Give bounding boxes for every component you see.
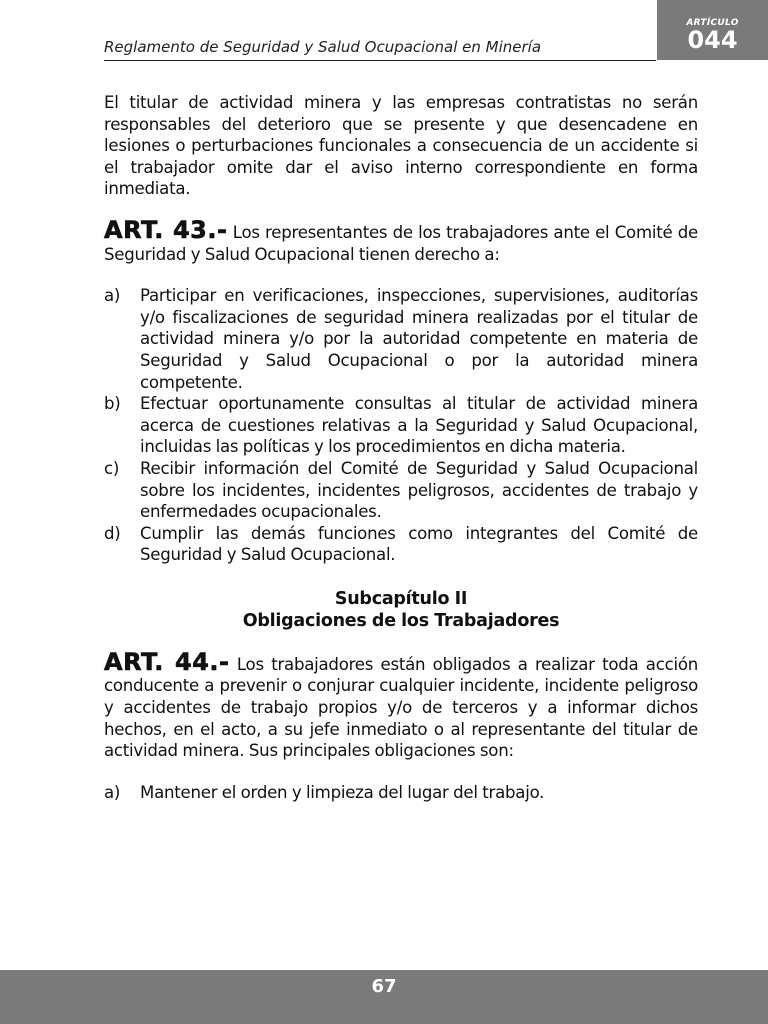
- intro-paragraph: El titular de actividad minera y las empresas contratistas no serán responsables del deterioro que se presente y que desencadene en lesiones o perturbaciones funcionales a consecuencia de un accidente si el trabajador omite dar el aviso interno correspondiente en forma inmediata.: [104, 93, 698, 199]
- list-marker: a): [104, 286, 121, 306]
- article-tab-label: ARTÍCULO: [686, 18, 739, 28]
- article-44-list: [104, 782, 698, 804]
- article-tab: [657, 0, 768, 60]
- article-43-list: [104, 285, 698, 566]
- list-item-text: Participar en verificaciones, inspecciones, supervisiones, auditorías y/o fiscalizaciones de seguridad minera realizadas por el titular de actividad minera y/o por la autoridad competente en materia de Seguridad y Salud Ocupacional o por la autoridad minera competente.: [140, 286, 698, 392]
- subchapter-number: Subcapítulo II: [334, 588, 468, 609]
- list-item: [104, 393, 698, 458]
- list-item: [104, 782, 698, 804]
- page-number: 67: [371, 976, 397, 997]
- list-marker: d): [104, 523, 121, 543]
- list-item-text: Cumplir las demás funciones como integrantes del Comité de Seguridad y Salud Ocupacional.: [140, 523, 698, 565]
- running-header: [104, 36, 656, 61]
- list-item: [104, 523, 698, 566]
- page-body: [104, 92, 698, 803]
- list-marker: a): [104, 782, 121, 802]
- article-43-label: ART. 43.-: [104, 215, 228, 244]
- list-item-text: Recibir información del Comité de Seguridad y Salud Ocupacional sobre los incidentes, incidentes peligrosos, accidentes de trabajo y enfermedades ocupacionales.: [140, 458, 698, 522]
- article-tab-number: 044: [687, 26, 738, 54]
- list-marker: c): [104, 458, 120, 478]
- list-marker: b): [104, 394, 121, 414]
- list-item: [104, 285, 698, 393]
- article-44-paragraph: [104, 647, 698, 762]
- subchapter-title: Obligaciones de los Trabajadores: [242, 610, 560, 631]
- list-item: [104, 458, 698, 523]
- article-44-text: Los trabajadores están obligados a realizar toda acción conducente a prevenir o conjurar cualquier incidente, incidente peligroso y accidentes de trabajo propios y/o de terceros y a informar dichos hechos, en el acto, a su jefe inmediato o al representante del titular de actividad minera. Sus principales obligaciones son:: [104, 654, 698, 761]
- article-43-paragraph: [104, 215, 698, 265]
- article-44-label: ART. 44.-: [104, 647, 230, 676]
- list-item-text: Mantener el orden y limpieza del lugar del trabajo.: [140, 782, 545, 802]
- page-footer: [0, 970, 768, 1024]
- document-title: Reglamento de Seguridad y Salud Ocupacional en Minería: [104, 38, 542, 56]
- list-item-text: Efectuar oportunamente consultas al titular de actividad minera acerca de cuestiones relativas a la Seguridad y Salud Ocupacional, incluidas las políticas y los procedimientos en dicha materia.: [140, 394, 698, 457]
- article-43-text: Los representantes de los trabajadores ante el Comité de Seguridad y Salud Ocupacional tienen derecho a:: [104, 222, 698, 264]
